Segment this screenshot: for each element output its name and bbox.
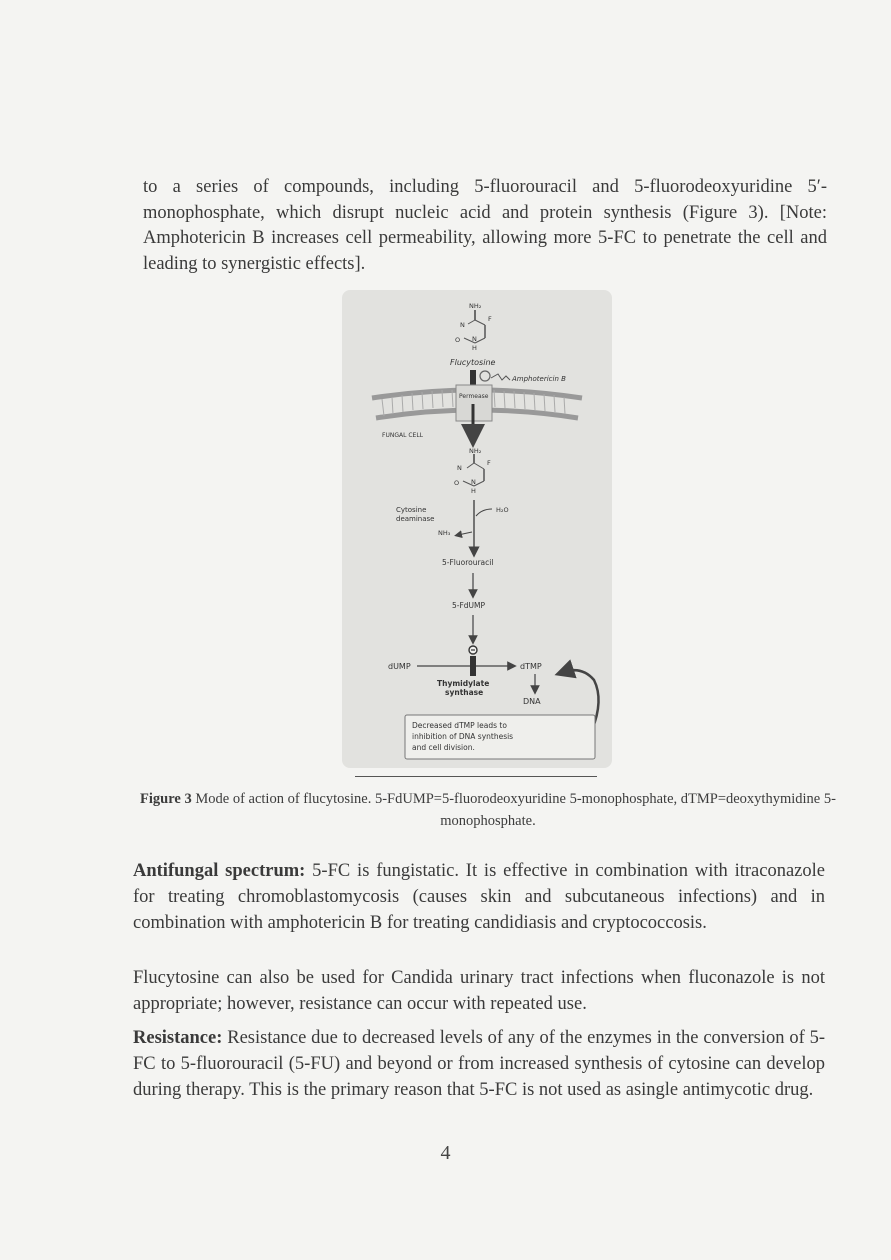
flucytosine-mechanism-figure [342, 290, 612, 768]
fdump-label: 5-FdUMP [452, 601, 486, 610]
callout-line3: and cell division. [412, 743, 475, 752]
antifungal-spectrum-paragraph [133, 858, 825, 936]
flucytosine-label: Flucytosine [450, 358, 496, 367]
cytosine-deaminase-label-line1: Cytosine [396, 506, 427, 514]
resistance-text: Resistance due to decreased levels of any of the enzymes in the conversion of 5-FC to 5-fluorouracil (5-FU) and beyond or from increased synthesis of cytosine can develop during therapy. This is the primary reason that 5-FC is not used as asingle antimycotic drug. [133, 1028, 825, 1100]
figure-caption [140, 788, 836, 832]
amphotericin-pore-icon [480, 371, 490, 381]
thymidylate-synthase-label-line2: synthase [445, 688, 484, 697]
callout-line1: Decreased dTMP leads to [412, 721, 507, 730]
cytosine-deaminase-label-line2: deaminase [396, 515, 435, 523]
intracellular-flucytosine-structure [454, 447, 491, 495]
intro-paragraph: to a series of compounds, including 5-fluorouracil and 5-fluorodeoxyuridine 5′-monophosphate, which disrupt nucleic acid and protein synthesis (Figure 3). [Note: Amphotericin B increases cell permeability, allowing more 5-FC to penetrate the cell and leading to synergistic effects]. [143, 177, 827, 274]
nh2-mid-label: NH₂ [469, 447, 482, 455]
thymidylate-synthase-label-line1: Thymidylate [437, 679, 490, 688]
amphotericin-label: Amphotericin B [512, 375, 566, 383]
h2o-label: H₂O [496, 506, 509, 514]
resistance-paragraph [133, 1025, 825, 1103]
dna-label: DNA [523, 697, 541, 706]
o-mid-label: O [454, 479, 460, 487]
resistance-heading: Resistance: [133, 1028, 223, 1048]
f-mid-label: F [487, 459, 491, 467]
nh-mid-label: N [471, 478, 476, 486]
n-top-label: N [460, 321, 465, 329]
figure-divider [355, 776, 597, 777]
antifungal-spectrum-text: 5-FC is fungistatic. It is effective in combination with itraconazole for treating chromoblastomycosis (causes skin and subcutaneous infections) and in combination with amphotericin B for treating candidiasis and cryptococcosis. [133, 861, 825, 933]
fluorouracil-label: 5-Fluorouracil [442, 558, 494, 567]
callout-line2: inhibition of DNA synthesis [412, 732, 514, 741]
o-top-label: O [455, 336, 461, 344]
n-mid-label: N [457, 464, 462, 472]
figure-caption-text: Mode of action of flucytosine. 5-FdUMP=5-fluorodeoxyuridine 5-monophosphate, dTMP=deoxythymidine 5-monophosphate. [191, 791, 836, 829]
h-mid-label: H [471, 487, 476, 495]
f-top-label: F [488, 315, 492, 323]
flucytosine-structure [455, 302, 492, 352]
fungal-cell-label: FUNGAL CELL [382, 432, 424, 439]
permease-label: Permease [459, 393, 489, 400]
figure-diagram [342, 290, 612, 768]
cell-membrane [372, 385, 582, 421]
nh3-label: NH₃ [438, 529, 451, 537]
nh-top-label: N [472, 335, 477, 343]
antifungal-spectrum-heading: Antifungal spectrum: [133, 861, 306, 881]
page-number: 4 [440, 1142, 451, 1164]
h-top-label: H [472, 344, 477, 352]
dump-label: dUMP [388, 662, 411, 671]
dtmp-label: dTMP [520, 662, 542, 671]
figure-caption-label: Figure 3 [140, 791, 192, 807]
urinary-tract-paragraph: Flucytosine can also be used for Candida urinary tract infections when fluconazole is not appropriate; however, resistance can occur with repeated use. [133, 968, 825, 1014]
nh2-top-label: NH₂ [469, 302, 482, 310]
